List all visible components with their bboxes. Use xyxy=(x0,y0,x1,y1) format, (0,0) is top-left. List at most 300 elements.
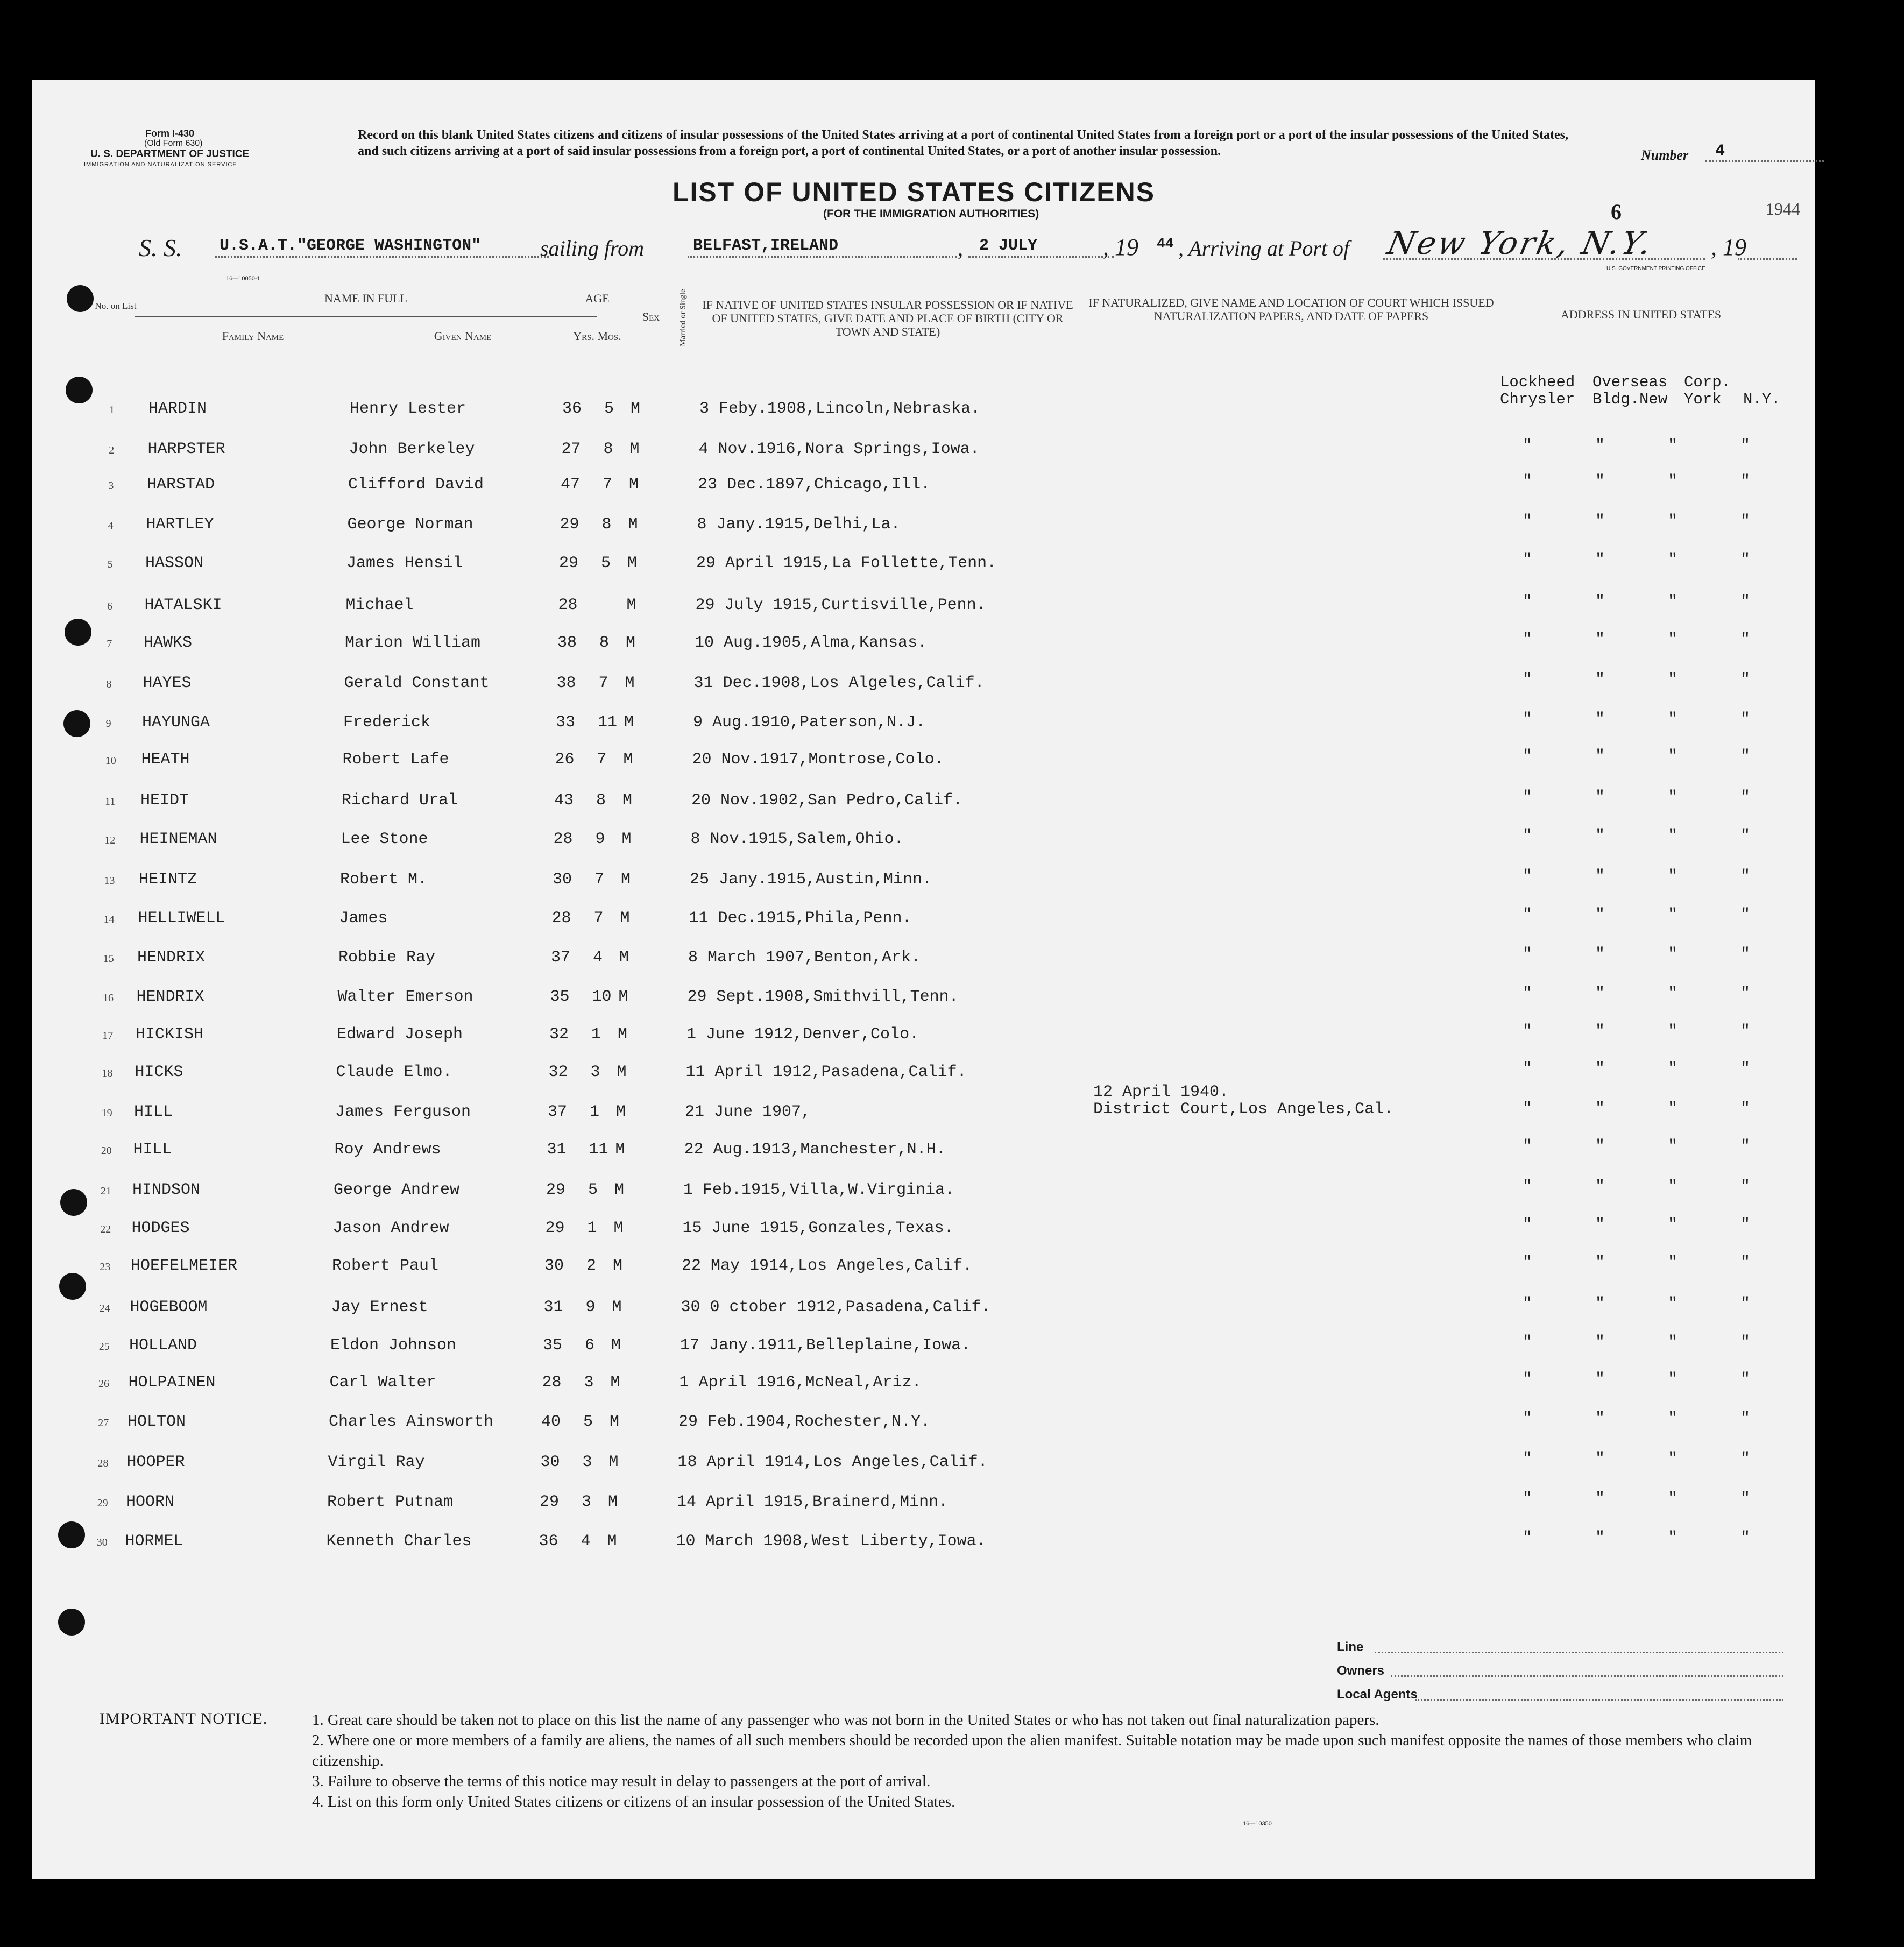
ditto-mark: " xyxy=(1523,985,1533,1003)
instruction-text: Record on this blank United States citizens and citizens of insular possessions of the United States arriving at a port of continental United States from a foreign port or a port of the insular possessions of the United States, and such citizens arriving at a port of said insular possessions from a foreign port, a port of continental United States, or a port of another insular possession. xyxy=(358,128,1568,158)
sex: M xyxy=(616,1103,626,1121)
birth-info: 22 May 1914,Los Angeles,Calif. xyxy=(682,1257,973,1275)
age-years: 29 xyxy=(545,1219,565,1237)
age-months: 7 xyxy=(594,870,605,889)
table-row xyxy=(32,1254,1808,1278)
page-subtitle: (FOR THE IMMIGRATION AUTHORITIES) xyxy=(823,208,1039,220)
row-number: 29 xyxy=(97,1497,108,1509)
family-name: HAYUNGA xyxy=(142,713,210,732)
family-name: HOEFELMEIER xyxy=(131,1257,238,1275)
punch-hole xyxy=(59,1273,86,1300)
row-number: 13 xyxy=(104,875,115,887)
age-years: 35 xyxy=(550,988,570,1006)
birth-info: 14 April 1915,Brainerd,Minn. xyxy=(677,1493,949,1511)
age-months: 10 xyxy=(592,988,612,1006)
ditto-mark: " xyxy=(1523,437,1533,455)
ditto-mark: " xyxy=(1523,472,1533,491)
departure-port-underline xyxy=(688,256,957,258)
age-months: 7 xyxy=(598,674,608,692)
table-row xyxy=(32,631,1808,655)
table-row xyxy=(32,671,1808,696)
age-months: 11 xyxy=(598,713,618,732)
given-name: Michael xyxy=(345,596,414,614)
sex: M xyxy=(608,1493,618,1511)
given-name: Carl Walter xyxy=(329,1373,436,1392)
sex: M xyxy=(625,674,635,692)
ditto-mark: " xyxy=(1740,1529,1751,1547)
ditto-mark: " xyxy=(1668,867,1678,886)
ditto-mark: " xyxy=(1523,512,1533,530)
ditto-mark: " xyxy=(1595,1450,1605,1468)
birth-info: 29 Feb.1904,Rochester,N.Y. xyxy=(678,1413,931,1431)
ditto-mark: " xyxy=(1523,1450,1533,1468)
family-name: HEATH xyxy=(141,751,190,769)
ditto-mark: " xyxy=(1523,1410,1533,1428)
row-number: 18 xyxy=(102,1067,113,1079)
stamp-day: 6 xyxy=(1611,200,1622,224)
table-row xyxy=(32,1137,1808,1162)
age-months: 3 xyxy=(582,1453,592,1471)
col-header-no: No. on List xyxy=(95,301,137,311)
ditto-mark: " xyxy=(1523,1333,1533,1351)
ditto-mark: " xyxy=(1595,1490,1605,1508)
family-name: HEIDT xyxy=(140,791,189,810)
age-years: 31 xyxy=(547,1141,567,1159)
birth-info: 29 Sept.1908,Smithvill,Tenn. xyxy=(687,988,959,1006)
address-line-2-b: Bldg.New xyxy=(1592,391,1668,408)
given-name: James Hensil xyxy=(346,554,463,572)
ditto-mark: " xyxy=(1595,906,1605,924)
age-months: 2 xyxy=(586,1257,597,1275)
ditto-mark: " xyxy=(1740,945,1751,964)
family-name: HASSON xyxy=(145,554,204,572)
ditto-mark: " xyxy=(1740,1295,1751,1313)
table-row xyxy=(32,1178,1808,1202)
birth-info: 11 Dec.1915,Phila,Penn. xyxy=(689,909,912,928)
row-number: 10 xyxy=(105,755,116,767)
ditto-mark: " xyxy=(1668,1254,1678,1272)
age-months: 5 xyxy=(601,554,611,572)
faint-signature xyxy=(784,1559,792,1587)
notice-item-3: 3. Failure to observe the terms of this notice may result in delay to passengers at the port of arrival. xyxy=(312,1773,931,1790)
address-line-1-b: Overseas xyxy=(1592,373,1668,391)
age-years: 30 xyxy=(540,1453,560,1471)
ditto-mark: " xyxy=(1595,1178,1605,1196)
family-name: HILL xyxy=(134,1103,173,1121)
age-months: 8 xyxy=(603,440,613,458)
family-name: HEINEMAN xyxy=(139,830,217,848)
ditto-mark: " xyxy=(1740,906,1751,924)
ditto-mark: " xyxy=(1523,551,1533,569)
family-name: HELLIWELL xyxy=(138,909,225,928)
birth-info: 25 Jany.1915,Austin,Minn. xyxy=(690,870,932,889)
departure-date-underline xyxy=(968,256,1114,258)
ditto-mark: " xyxy=(1595,512,1605,530)
col-header-naturalized: IF NATURALIZED, GIVE NAME AND LOCATION OF COURT WHICH ISSUED NATURALIZATION PAPERS, AND DATE OF PAPERS xyxy=(1088,296,1494,323)
form-code: 16—10050-1 xyxy=(226,275,260,282)
given-name: Charles Ainsworth xyxy=(329,1413,494,1431)
row-number: 25 xyxy=(98,1341,110,1353)
arrival-port-underline xyxy=(1383,258,1705,260)
birth-info: 1 June 1912,Denver,Colo. xyxy=(686,1025,919,1044)
ditto-mark: " xyxy=(1595,631,1605,649)
ditto-mark: " xyxy=(1523,671,1533,689)
row-number: 7 xyxy=(107,638,112,650)
age-months: 3 xyxy=(590,1063,600,1081)
naturalization-info: 12 April 1940. District Court,Los Angeles,Cal. xyxy=(1093,1083,1394,1118)
row-number: 19 xyxy=(101,1107,112,1119)
table-row xyxy=(32,1370,1808,1395)
given-name: Robbie Ray xyxy=(338,948,436,967)
given-name: Gerald Constant xyxy=(344,674,490,692)
line-underline xyxy=(1375,1652,1783,1653)
ditto-mark: " xyxy=(1668,512,1678,530)
sex: M xyxy=(617,1063,627,1081)
birth-info: 8 Nov.1915,Salem,Ohio. xyxy=(690,830,904,848)
table-row xyxy=(32,551,1808,576)
ditto-mark: " xyxy=(1668,788,1678,806)
ditto-mark: " xyxy=(1595,551,1605,569)
sex: M xyxy=(620,909,630,928)
row-number: 16 xyxy=(103,992,114,1004)
ditto-mark: " xyxy=(1740,551,1751,569)
ditto-mark: " xyxy=(1668,631,1678,649)
row-number: 15 xyxy=(103,953,114,965)
birth-info: 22 Aug.1913,Manchester,N.H. xyxy=(684,1141,946,1159)
table-row xyxy=(32,1083,1808,1124)
table-row xyxy=(32,747,1808,772)
given-name: Frederick xyxy=(343,713,431,732)
ditto-mark: " xyxy=(1523,945,1533,964)
birth-info: 18 April 1914,Los Angeles,Calif. xyxy=(677,1453,988,1471)
ditto-mark: " xyxy=(1668,1490,1678,1508)
birth-info: 3 Feby.1908,Lincoln,Nebraska. xyxy=(699,400,981,418)
age-months: 7 xyxy=(593,909,604,928)
ditto-mark: " xyxy=(1595,1295,1605,1313)
ditto-mark: " xyxy=(1523,1254,1533,1272)
age-months: 7 xyxy=(603,476,613,494)
age-years: 29 xyxy=(546,1181,566,1199)
table-row xyxy=(32,1216,1808,1241)
old-form-number: (Old Form 630) xyxy=(144,139,203,148)
ditto-mark: " xyxy=(1668,906,1678,924)
given-name: Kenneth Charles xyxy=(326,1532,472,1550)
col-header-name: NAME IN FULL xyxy=(324,292,407,305)
form-code-bottom: 16—10350 xyxy=(1243,1821,1272,1827)
birth-info: 10 March 1908,West Liberty,Iowa. xyxy=(676,1532,986,1550)
punch-hole xyxy=(66,377,93,403)
punch-hole xyxy=(60,1189,87,1216)
ditto-mark: " xyxy=(1740,1022,1751,1040)
age-years: 36 xyxy=(539,1532,558,1550)
given-name: Robert Lafe xyxy=(342,751,449,769)
ditto-mark: " xyxy=(1595,945,1605,964)
departure-date: 2 JULY xyxy=(979,237,1038,255)
age-years: 26 xyxy=(555,751,575,769)
ditto-mark: " xyxy=(1668,747,1678,766)
birth-info: 15 June 1915,Gonzales,Texas. xyxy=(682,1219,954,1237)
given-name: Clifford David xyxy=(348,476,484,494)
age-years: 35 xyxy=(543,1336,563,1355)
ditto-mark: " xyxy=(1595,1060,1605,1078)
age-years: 28 xyxy=(553,830,573,848)
col-header-given: Given Name xyxy=(434,329,492,343)
age-years: 32 xyxy=(549,1025,569,1044)
address-line-1-a: Lockheed xyxy=(1500,373,1575,391)
ditto-mark: " xyxy=(1740,1370,1751,1389)
given-name: Robert Paul xyxy=(332,1257,439,1275)
row-number: 12 xyxy=(104,834,116,846)
family-name: HILL xyxy=(133,1141,172,1159)
sex: M xyxy=(613,1257,623,1275)
age-months: 8 xyxy=(601,515,612,534)
family-name: HAWKS xyxy=(144,634,193,652)
table-row xyxy=(32,1333,1808,1358)
ditto-mark: " xyxy=(1668,1295,1678,1313)
ditto-mark: " xyxy=(1523,788,1533,806)
ditto-mark: " xyxy=(1740,1060,1751,1078)
ditto-mark: " xyxy=(1595,1216,1605,1234)
table-row xyxy=(32,1410,1808,1434)
given-name: Edward Joseph xyxy=(337,1025,463,1044)
col-header-sex: Sex xyxy=(642,310,660,323)
table-row xyxy=(32,788,1808,813)
row-number: 14 xyxy=(103,914,115,925)
birth-info: 17 Jany.1911,Belleplaine,Iowa. xyxy=(680,1336,971,1355)
row-number: 17 xyxy=(102,1030,114,1042)
ditto-mark: " xyxy=(1668,1022,1678,1040)
family-name: HOORN xyxy=(126,1493,175,1511)
ditto-mark: " xyxy=(1668,1060,1678,1078)
row-number: 6 xyxy=(107,600,112,612)
ditto-mark: " xyxy=(1523,593,1533,611)
family-name: HINDSON xyxy=(132,1181,201,1199)
ditto-mark: " xyxy=(1668,710,1678,728)
table-row xyxy=(32,1295,1808,1320)
age-years: 29 xyxy=(540,1493,560,1511)
family-name: HOLLAND xyxy=(129,1336,197,1355)
ditto-mark: " xyxy=(1740,1178,1751,1196)
given-name: Robert Putnam xyxy=(327,1493,454,1511)
table-row xyxy=(32,945,1808,970)
given-name: George Norman xyxy=(347,515,473,534)
given-name: Virgil Ray xyxy=(328,1453,425,1471)
ditto-mark: " xyxy=(1740,747,1751,766)
age-months: 7 xyxy=(597,751,607,769)
birth-info: 8 March 1907,Benton,Ark. xyxy=(688,948,921,967)
age-years: 40 xyxy=(541,1413,561,1431)
age-years: 28 xyxy=(558,596,578,614)
table-row xyxy=(32,1490,1808,1514)
age-years: 29 xyxy=(559,554,579,572)
row-number: 22 xyxy=(100,1223,111,1235)
row-number: 8 xyxy=(106,678,112,690)
sex: M xyxy=(612,1298,622,1316)
age-years: 28 xyxy=(551,909,571,928)
agents-label: Local Agents xyxy=(1337,1687,1418,1702)
family-name: HOLPAINEN xyxy=(128,1373,216,1392)
ditto-mark: " xyxy=(1523,1295,1533,1313)
ditto-mark: " xyxy=(1740,985,1751,1003)
ditto-mark: " xyxy=(1740,788,1751,806)
row-number: 4 xyxy=(108,520,114,532)
stamp-year: 1944 xyxy=(1766,199,1800,218)
table-row xyxy=(32,867,1808,892)
given-name: Robert M. xyxy=(340,870,428,889)
sex: M xyxy=(619,948,629,967)
age-years: 27 xyxy=(561,440,581,458)
ditto-mark: " xyxy=(1668,827,1678,845)
family-name: HOGEBOOM xyxy=(130,1298,208,1316)
table-row xyxy=(32,437,1808,462)
col-header-birth: IF NATIVE OF UNITED STATES INSULAR POSSESSION OR IF NATIVE OF UNITED STATES, GIVE DATE AND PLACE OF BIRTH (CITY OR TOWN AND STATE) xyxy=(702,298,1073,338)
ditto-mark: " xyxy=(1595,827,1605,845)
service-name: IMMIGRATION AND NATURALIZATION SERVICE xyxy=(84,161,237,168)
birth-info: 1 Feb.1915,Villa,W.Virginia. xyxy=(683,1181,955,1199)
given-name: Walter Emerson xyxy=(337,988,473,1006)
notice-item-4: 4. List on this form only United States citizens or citizens of an insular possession of the United States. xyxy=(312,1793,955,1810)
table-row xyxy=(32,710,1808,735)
row-number: 5 xyxy=(107,558,113,570)
family-name: HICKS xyxy=(135,1063,183,1081)
ditto-mark: " xyxy=(1523,1022,1533,1040)
table-row xyxy=(32,512,1808,537)
ditto-mark: " xyxy=(1595,1137,1605,1156)
address-line-2-d: N.Y. xyxy=(1743,391,1781,408)
arrival-port: New York, N.Y. xyxy=(1384,225,1657,261)
ditto-mark: " xyxy=(1523,827,1533,845)
age-months: 1 xyxy=(591,1025,601,1044)
ditto-mark: " xyxy=(1668,1100,1678,1118)
ditto-mark: " xyxy=(1595,671,1605,689)
ditto-mark: " xyxy=(1668,985,1678,1003)
sex: M xyxy=(629,440,640,458)
birth-info: 20 Nov.1902,San Pedro,Calif. xyxy=(691,791,963,810)
birth-info: 1 April 1916,McNeal,Ariz. xyxy=(679,1373,922,1392)
age-months: 5 xyxy=(604,400,614,418)
age-years: 29 xyxy=(560,515,579,534)
given-name: George Andrew xyxy=(334,1181,460,1199)
family-name: HARPSTER xyxy=(147,440,225,458)
ditto-mark: " xyxy=(1740,867,1751,886)
punch-hole xyxy=(63,710,90,737)
ditto-mark: " xyxy=(1523,1100,1533,1118)
family-name: HODGES xyxy=(131,1219,190,1237)
age-months: 5 xyxy=(583,1413,593,1431)
family-name: HEINTZ xyxy=(139,870,197,889)
ditto-mark: " xyxy=(1595,1022,1605,1040)
row-number: 30 xyxy=(96,1537,108,1548)
table-row xyxy=(32,1060,1808,1085)
age-years: 38 xyxy=(556,674,576,692)
ditto-mark: " xyxy=(1523,1490,1533,1508)
age-months: 3 xyxy=(584,1373,594,1392)
sex: M xyxy=(614,1181,625,1199)
birth-info: 20 Nov.1917,Montrose,Colo. xyxy=(692,751,944,769)
row-number: 28 xyxy=(97,1457,109,1469)
ditto-mark: " xyxy=(1595,1100,1605,1118)
age-years: 37 xyxy=(548,1103,568,1121)
age-years: 30 xyxy=(544,1257,564,1275)
row-number: 21 xyxy=(101,1185,111,1197)
given-name: Henry Lester xyxy=(350,400,466,418)
arrival-year-underline xyxy=(1738,258,1797,260)
ditto-mark: " xyxy=(1740,1216,1751,1234)
age-years: 43 xyxy=(554,791,574,810)
punch-hole xyxy=(58,1609,85,1636)
table-row xyxy=(32,400,1808,421)
birth-info: 31 Dec.1908,Los Algeles,Calif. xyxy=(693,674,985,692)
col-header-address: ADDRESS IN UNITED STATES xyxy=(1560,308,1722,321)
birth-info: 8 Jany.1915,Delhi,La. xyxy=(697,515,901,534)
ditto-mark: " xyxy=(1740,631,1751,649)
age-months: 8 xyxy=(599,634,610,652)
ditto-mark: " xyxy=(1740,472,1751,491)
given-name: Lee Stone xyxy=(341,830,428,848)
department-name: U. S. DEPARTMENT OF JUSTICE xyxy=(90,148,250,160)
ditto-mark: " xyxy=(1595,1370,1605,1389)
family-name: HAYES xyxy=(143,674,192,692)
family-name: HARSTAD xyxy=(147,476,215,494)
ditto-mark: " xyxy=(1523,631,1533,649)
ditto-mark: " xyxy=(1595,747,1605,766)
address-line-1-c: Corp. xyxy=(1684,373,1731,391)
ditto-mark: " xyxy=(1595,985,1605,1003)
ditto-mark: " xyxy=(1523,1178,1533,1196)
age-years: 38 xyxy=(557,634,577,652)
given-name: Marion William xyxy=(345,634,481,652)
table-row xyxy=(32,1022,1808,1047)
arrival-year-prefix: , 19 xyxy=(1711,234,1746,260)
family-name: HATALSKI xyxy=(144,596,222,614)
punch-hole xyxy=(67,285,94,312)
owners-label: Owners xyxy=(1337,1663,1385,1678)
sex: M xyxy=(607,1532,617,1550)
table-row xyxy=(32,472,1808,497)
row-number: 20 xyxy=(101,1145,112,1157)
birth-info: 30 0 ctober 1912,Pasadena,Calif. xyxy=(681,1298,991,1316)
ditto-mark: " xyxy=(1595,788,1605,806)
table-row xyxy=(32,1450,1808,1475)
ditto-mark: " xyxy=(1740,1490,1751,1508)
table-row xyxy=(32,985,1808,1009)
row-number: 9 xyxy=(105,718,111,730)
family-name: HENDRIX xyxy=(137,948,206,967)
ditto-mark: " xyxy=(1740,1410,1751,1428)
ditto-mark: " xyxy=(1668,1370,1678,1389)
birth-info: 23 Dec.1897,Chicago,Ill. xyxy=(698,476,931,494)
ditto-mark: " xyxy=(1523,1529,1533,1547)
ditto-mark: " xyxy=(1668,437,1678,455)
birth-info: 29 July 1915,Curtisville,Penn. xyxy=(695,596,986,614)
ditto-mark: " xyxy=(1595,437,1605,455)
departure-year-suffix: 44 xyxy=(1157,236,1174,252)
ditto-mark: " xyxy=(1523,1060,1533,1078)
family-name: HENDRIX xyxy=(136,988,204,1006)
given-name: Roy Andrews xyxy=(334,1141,441,1159)
ditto-mark: " xyxy=(1668,671,1678,689)
sex: M xyxy=(618,988,628,1006)
sex: M xyxy=(613,1219,624,1237)
ditto-mark: " xyxy=(1668,1333,1678,1351)
age-months: 1 xyxy=(590,1103,600,1121)
sex: M xyxy=(608,1453,619,1471)
ship-name: U.S.A.T."GEORGE WASHINGTON" xyxy=(220,237,482,255)
ditto-mark: " xyxy=(1668,593,1678,611)
printer-mark: U.S. GOVERNMENT PRINTING OFFICE xyxy=(1606,266,1705,272)
number-label: Number xyxy=(1641,147,1689,163)
ditto-mark: " xyxy=(1595,1410,1605,1428)
